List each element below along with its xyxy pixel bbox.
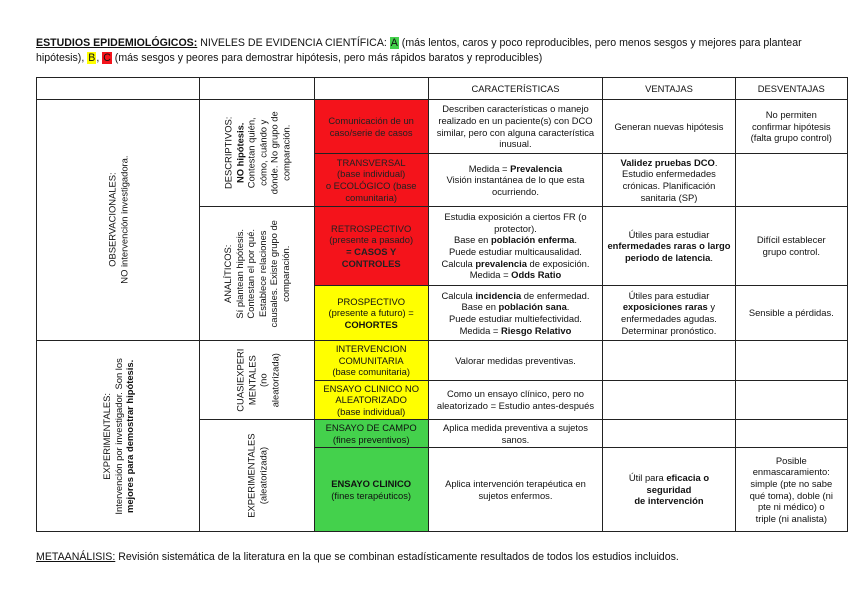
advantages-cell: Generan nuevas hipótesis — [603, 100, 735, 154]
advantages-cell — [603, 381, 735, 420]
study-type-cross-sectional: TRANSVERSAL (base individual) o ECOLÓGICO (base comunitaria) — [314, 154, 428, 207]
subgroup-experimental-label: EXPERIMENTALES (aleatorizada) — [245, 433, 269, 518]
advantages-cell: Útiles para estudiar enfermedades raras o largo periodo de latencia. — [603, 207, 735, 286]
disadvantages-cell: Sensible a pérdidas. — [735, 286, 847, 341]
group-observational-label: OBSERVACIONALES: NO intervención investigadora. — [106, 155, 130, 285]
table-header-row — [37, 78, 848, 100]
subgroup-quasi-label: CUASIEXPERI MENTALES (no aleatorizada) — [233, 348, 280, 412]
advantages-cell: Validez pruebas DCO. Estudio enfermedades crónicas. Planificación sanitaria (SP) — [603, 154, 735, 207]
features-cell: Describen características o manejo realizado en un paciente(s) con DCO similar, pero con alguna característica inusual. — [428, 100, 603, 154]
level-c-text: (más sesgos y peores para demostrar hipótesis, pero más rápidos baratos y reproducibles) — [111, 52, 543, 64]
group-experimental — [37, 341, 200, 532]
features-cell: Medida = Prevalencia Visión instantánea de lo que esta ocurriendo. — [428, 154, 603, 207]
epidemiology-table — [36, 77, 848, 532]
advantages-cell — [603, 420, 735, 448]
level-b-badge: B — [88, 52, 96, 64]
level-c-badge: C — [103, 52, 111, 64]
group-experimental-label: EXPERIMENTALES: Intervención por investigador. Son los mejores para demostrar hipótesis. — [100, 357, 135, 515]
subgroup-analytic-label: ANALÍTICOS: Sí plantean hipótesis. Contestan el por qué. Establece relaciones causales. Existe grupo de comparación. — [222, 219, 292, 328]
header-intro: NIVELES DE EVIDENCIA CIENTÍFICA: — [197, 37, 390, 49]
disadvantages-cell — [735, 341, 847, 381]
disadvantages-cell: Posible enmascaramiento: simple (pte no sabe qué toma), doble (ni pte ni médico) o triple (ni analista) — [735, 448, 847, 532]
study-type-non-randomized-trial: ENSAYO CLINICO NO ALEATORIZADO (base individual) — [314, 381, 428, 420]
header-title: ESTUDIOS EPIDEMIOLÓGICOS: — [36, 37, 198, 49]
features-cell: Aplica medida preventiva a sujetos sanos. — [428, 420, 603, 448]
disadvantages-cell: Difícil establecer grupo control. — [735, 207, 847, 286]
table-row — [37, 100, 848, 154]
subgroup-experimental — [200, 420, 314, 532]
study-type-community-intervention: INTERVENCION COMUNITARIA (base comunitaria) — [314, 341, 428, 381]
features-cell: Aplica intervención terapéutica en sujetos enfermos. — [428, 448, 603, 532]
blank-header-cell — [200, 78, 314, 100]
column-header-advantages: VENTAJAS — [603, 78, 735, 100]
disadvantages-cell — [735, 154, 847, 207]
document-header — [36, 36, 816, 66]
advantages-cell: Útil para eficacia o seguridad de intervención — [603, 448, 735, 532]
study-type-field-trial: ENSAYO DE CAMPO (fines preventivos) — [314, 420, 428, 448]
disadvantages-cell — [735, 420, 847, 448]
subgroup-analytic — [200, 207, 314, 341]
level-a-text: (más lentos, caros y poco reproducibles, pero menos sesgos y mejores para plantear hipótesis), — [36, 37, 802, 64]
subgroup-descriptive — [200, 100, 314, 207]
study-type-case-report: Comunicación de un caso/serie de casos — [314, 100, 428, 154]
column-header-features: CARACTERÍSTICAS — [428, 78, 603, 100]
footer-text: Revisión sistemática de la literatura en la que se combinan estadísticamente resultados de todos los estudios incluidos. — [115, 551, 679, 563]
study-type-case-control: RETROSPECTIVO (presente a pasado) = CASOS Y CONTROLES — [314, 207, 428, 286]
features-cell: Estudia exposición a ciertos FR (o protector). Base en población enferma. Puede estudiar multicausalidad. Calcula prevalencia de exposición. Medida = Odds Ratio — [428, 207, 603, 286]
features-cell: Calcula incidencia de enfermedad. Base en población sana. Puede estudiar multiefectividad. Medida = Riesgo Relativo — [428, 286, 603, 341]
study-type-cohort: PROSPECTIVO (presente a futuro) = COHORTES — [314, 286, 428, 341]
level-a-badge: A — [390, 37, 398, 49]
table-row — [37, 341, 848, 381]
disadvantages-cell: No permiten confirmar hipótesis (falta grupo control) — [735, 100, 847, 154]
metaanalysis-footer — [36, 551, 679, 563]
group-observational — [37, 100, 200, 341]
advantages-cell: Útiles para estudiar exposiciones raras y enfermedades agudas. Determinar pronóstico. — [603, 286, 735, 341]
disadvantages-cell — [735, 381, 847, 420]
advantages-cell — [603, 341, 735, 381]
study-type-clinical-trial: ENSAYO CLINICO (fines terapéuticos) — [314, 448, 428, 532]
blank-header-cell — [314, 78, 428, 100]
subgroup-quasi-experimental — [200, 341, 314, 420]
column-header-disadvantages: DESVENTAJAS — [735, 78, 847, 100]
features-cell: Como un ensayo clínico, pero no aleatorizado = Estudio antes-después — [428, 381, 603, 420]
blank-header-cell — [37, 78, 200, 100]
features-cell: Valorar medidas preventivas. — [428, 341, 603, 381]
footer-label: METAANÁLISIS: — [36, 551, 116, 563]
subgroup-descriptive-label: DESCRIPTIVOS: NO hipótesis. Contestan quién, cómo, cuándo y dónde. No grupo de comparación. — [222, 111, 292, 195]
level-separator: , — [96, 52, 103, 64]
